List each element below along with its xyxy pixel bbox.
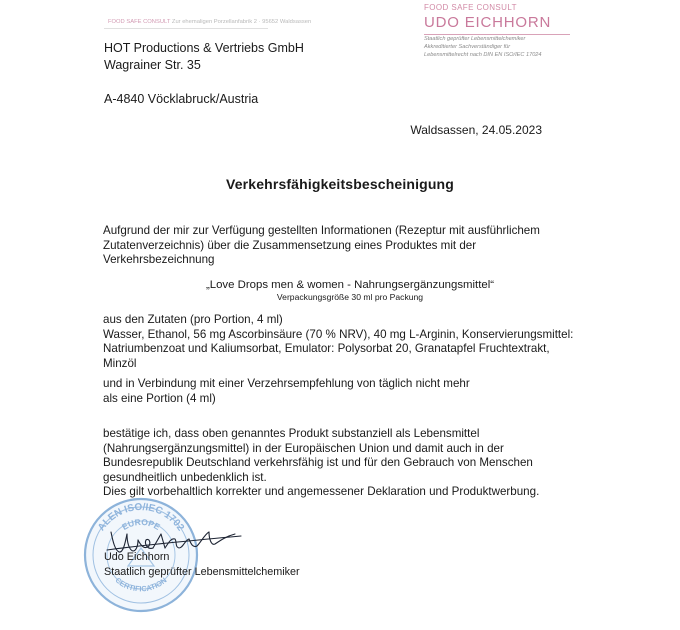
product-packaging: Verpackungsgröße 30 ml pro Packung: [276, 292, 424, 302]
recipient-company: HOT Productions & Vertriebs GmbH: [104, 41, 304, 55]
ingredients-line: aus den Zutaten (pro Portion, 4 ml): [103, 313, 283, 326]
recipient-city: A-4840 Vöcklabruck/Austria: [104, 92, 259, 106]
intro-line: Aufgrund der mir zur Verfügung gestellten Informationen (Rezeptur mit ausführlichem: [103, 224, 540, 237]
letterhead-accreditation: Akkreditierter Sachverständiger für: [424, 44, 511, 50]
intro-paragraph: [103, 224, 553, 268]
letterhead-name: UDO EICHHORN: [424, 14, 552, 31]
document-title: Verkehrsfähigkeitsbescheinigung: [226, 176, 454, 192]
ingredients-paragraph: [103, 313, 574, 371]
sender-return-line: [108, 19, 311, 25]
signatory-title: Staatlich geprüfter Lebensmittelchemiker: [104, 565, 300, 578]
ingredients-line: Natriumbenzoat und Kaliumsorbat, Emulator: Polysorbat 20, Granatapfel Fruchtextrakt,: [103, 342, 550, 356]
recipient-address: [104, 40, 304, 108]
product-name: „Love Drops men & women - Nahrungsergänzungsmittel“: [205, 279, 495, 291]
recommendation-line: und in Verbindung mit einer Verzehrsempfehlung von täglich nicht mehr: [103, 377, 470, 390]
ingredients-line: Minzöl: [103, 356, 137, 370]
confirmation-line: gesundheitlich unbedenklich ist.: [103, 470, 267, 484]
confirmation-paragraph: [103, 427, 553, 485]
sender-divider: [104, 28, 268, 29]
intro-line: Zutatenverzeichnis) über die Zusammensetzung eines Produktes mit der: [103, 238, 477, 252]
letter-date: Waldsassen, 24.05.2023: [410, 123, 542, 137]
product-block: [0, 279, 680, 303]
reservation-paragraph: Dies gilt vorbehaltlich korrekter und angemessener Deklaration und Produktwerbung.: [103, 485, 540, 498]
sender-brand: FOOD SAFE CONSULT: [108, 19, 171, 25]
intro-line: Verkehrsbezeichnung: [103, 253, 215, 267]
letterhead-accreditation-standard: Lebensmittelrecht nach DIN EN ISO/IEC 17024: [424, 52, 542, 58]
confirmation-line: Bundesrepublik Deutschland verkehrsfähig ist und für den Gebrauch von Menschen: [103, 456, 533, 470]
stamp-outer-text: ALEN ISO/IEC 1702: [96, 501, 187, 534]
stamp-inner-text: EUROPE: [120, 516, 162, 533]
letterhead-brand: FOOD SAFE CONSULT: [424, 3, 517, 12]
ingredients-line: Wasser, Ethanol, 56 mg Ascorbinsäure (70 % NRV), 40 mg L-Arginin, Konservierungsmittel:: [103, 327, 574, 341]
signatory-name: Udo Eichhorn: [104, 551, 170, 563]
recipient-street: Wagrainer Str. 35: [104, 57, 201, 72]
signatory-block: [104, 550, 300, 579]
stamp-bottom-text: CERTIFICATION: [113, 575, 169, 594]
recommendation-paragraph: [103, 377, 553, 406]
sender-address: Zur ehemaligen Porzellanfabrik 2 · 95652 Waldsassen: [171, 19, 312, 25]
recommendation-line: als eine Portion (4 ml): [103, 391, 216, 405]
letterhead-qualification: Staatlich geprüfter Lebensmittelchemiker: [424, 36, 526, 42]
confirmation-line: (Nahrungsergänzungsmittel) in der Europäischen Union und damit auch in der: [103, 441, 504, 455]
letterhead: [424, 3, 674, 59]
confirmation-line: bestätige ich, dass oben genanntes Produkt substanziell als Lebensmittel: [103, 427, 480, 440]
